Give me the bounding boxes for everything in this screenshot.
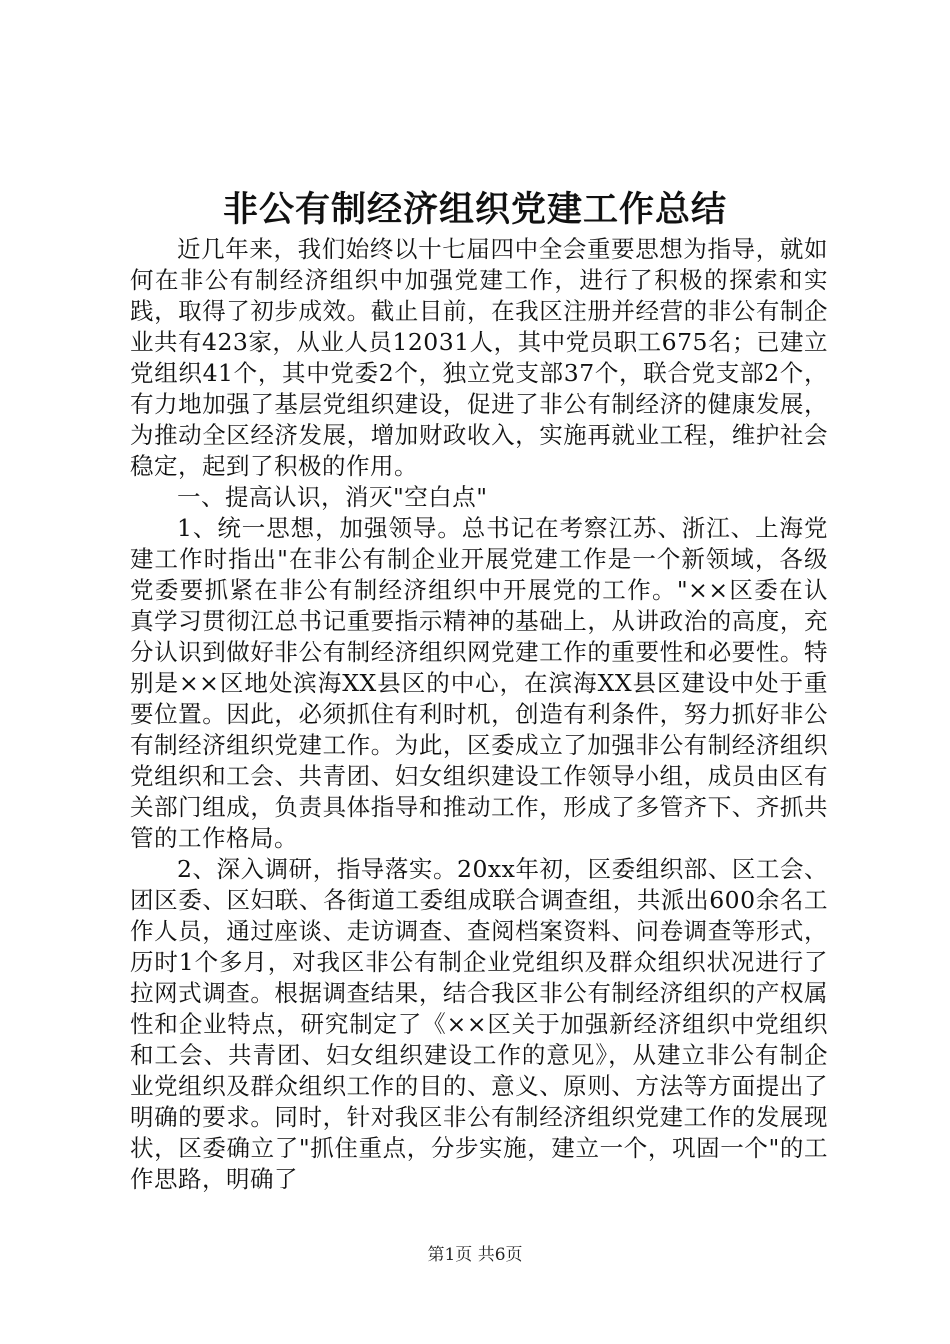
document-body <box>130 234 828 1195</box>
document-title: 非公有制经济组织党建工作总结 <box>222 190 727 230</box>
page-number-footer: 第1页 共6页 <box>427 1245 523 1265</box>
section-heading-1: 一、提高认识，消灭"空白点" <box>177 483 488 511</box>
paragraph-1-1: 1、统一思想，加强领导。总书记在考察江苏、浙江、上海党建工作时指出"在非公有制企业开展党建工作是一个新领域，各级党委要抓紧在非公有制经济组织中开展党的工作。"××区委在认真学习贯彻江总书记重要指示精神的基础上，从讲政治的高度，充分认识到做好非公有制经济组织网党建工作的重要性和必要性。特别是××区地处滨海XX县区的中心，在滨海XX县区建设中处于重要位置。因此，必须抓住有利时机，创造有利条件，努力抓好非公有制经济组织党建工作。为此，区委成立了加强非公有制经济组织党组织和工会、共青团、妇女组织建设工作领导小组，成员由区有关部门组成，负责具体指导和推动工作，形成了多管齐下、齐抓共管的工作格局。 <box>130 514 828 852</box>
paragraph-1-2: 2、深入调研，指导落实。20xx年初，区委组织部、区工会、团区委、区妇联、各街道工委组成联合调查组，共派出600余名工作人员，通过座谈、走访调查、查阅档案资料、问卷调查等形式，历时1个多月，对我区非公有制企业党组织及群众组织状况进行了拉网式调查。根据调查结果，结合我区非公有制经济组织的产权属性和企业特点，研究制定了《××区关于加强新经济组织中党组织和工会、共青团、妇女组织建设工作的意见》，从建立非公有制企业党组织及群众组织工作的目的、意义、原则、方法等方面提出了明确的要求。同时，针对我区非公有制经济组织党建工作的发展现状，区委确立了"抓住重点，分步实施，建立一个，巩固一个"的工作思路，明确了 <box>130 855 828 1193</box>
paragraph-intro: 近几年来，我们始终以十七届四中全会重要思想为指导，就如何在非公有制经济组织中加强党建工作，进行了积极的探索和实践，取得了初步成效。截止目前，在我区注册并经营的非公有制企业共有423家，从业人员12031人，其中党员职工675名；已建立党组织41个，其中党委2个，独立党支部37个，联合党支部2个，有力地加强了基层党组织建设，促进了非公有制经济的健康发展，为推动全区经济发展，增加财政收入，实施再就业工程，维护社会稳定，起到了积极的作用。 <box>130 235 828 480</box>
